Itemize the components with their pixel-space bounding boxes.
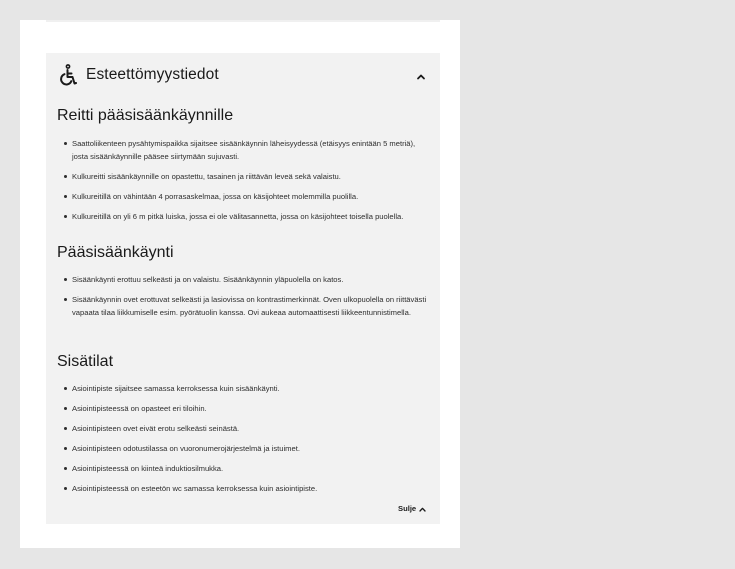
chevron-up-icon[interactable] (415, 69, 427, 79)
section-title-main-entrance: Pääsisäänkäynti (57, 244, 174, 261)
section-title-route: Reitti pääsisäänkäynnille (57, 107, 234, 124)
list-item: Kulkureitillä on vähintään 4 porrasaskelmaa, jossa on käsijohteet molemmilla puolilla. (57, 190, 427, 203)
list-item: Asiointipisteen odotustilassa on vuoronumerojärjestelmä ja istuimet. (57, 442, 427, 455)
close-label: Sulje (398, 504, 417, 513)
accordion-title: Esteettömyystiedot (86, 66, 219, 83)
chevron-up-icon (419, 507, 426, 512)
list-item: Asiointipisteessä on kiinteä induktiosilmukka. (57, 462, 427, 475)
list-item: Kulkureitti sisäänkäynnille on opastettu, tasainen ja riittävän leveä sekä valaistu. (57, 170, 427, 183)
list-item: Sisäänkäynnin ovet erottuvat selkeästi ja lasiovissa on kontrastimerkinnät. Oven ulkopuolella on riittävästi vapaata tilaa liikkumiselle esim. pyörätuolin kanssa. Ovi aukeaa automaattisesti liikkeentunnistimella. (57, 293, 427, 319)
route-list (57, 137, 427, 230)
list-item: Asiointipisteessä on esteetön wc samassa kerroksessa kuin asiointipiste. (57, 482, 427, 495)
top-divider (46, 20, 440, 22)
section-title-interiors: Sisätilat (57, 353, 114, 370)
list-item: Asiointipisteen ovet eivät erotu selkeästi seinästä. (57, 422, 427, 435)
list-item: Kulkureitillä on yli 6 m pitkä luiska, jossa ei ole välitasannetta, jossa on käsijohteet toisella puolella. (57, 210, 427, 223)
close-button[interactable] (398, 504, 426, 514)
list-item: Sisäänkäynti erottuu selkeästi ja on valaistu. Sisäänkäynnin yläpuolella on katos. (57, 273, 427, 286)
list-item: Asiointipiste sijaitsee samassa kerroksessa kuin sisäänkäynti. (57, 382, 427, 395)
content-panel (20, 20, 460, 548)
interiors-list (57, 382, 427, 502)
accessibility-accordion (46, 53, 440, 524)
main-entrance-list (57, 273, 427, 326)
accordion-header-toggle[interactable] (46, 53, 440, 97)
list-item: Asiointipisteessä on opasteet eri tiloihin. (57, 402, 427, 415)
list-item: Saattoliikenteen pysähtymispaikka sijaitsee sisäänkäynnin läheisyydessä (etäisyys enintään 5 metriä), josta sisäänkäynnille pääsee siirtymään sujuvasti. (57, 137, 427, 163)
wheelchair-icon (59, 64, 77, 86)
